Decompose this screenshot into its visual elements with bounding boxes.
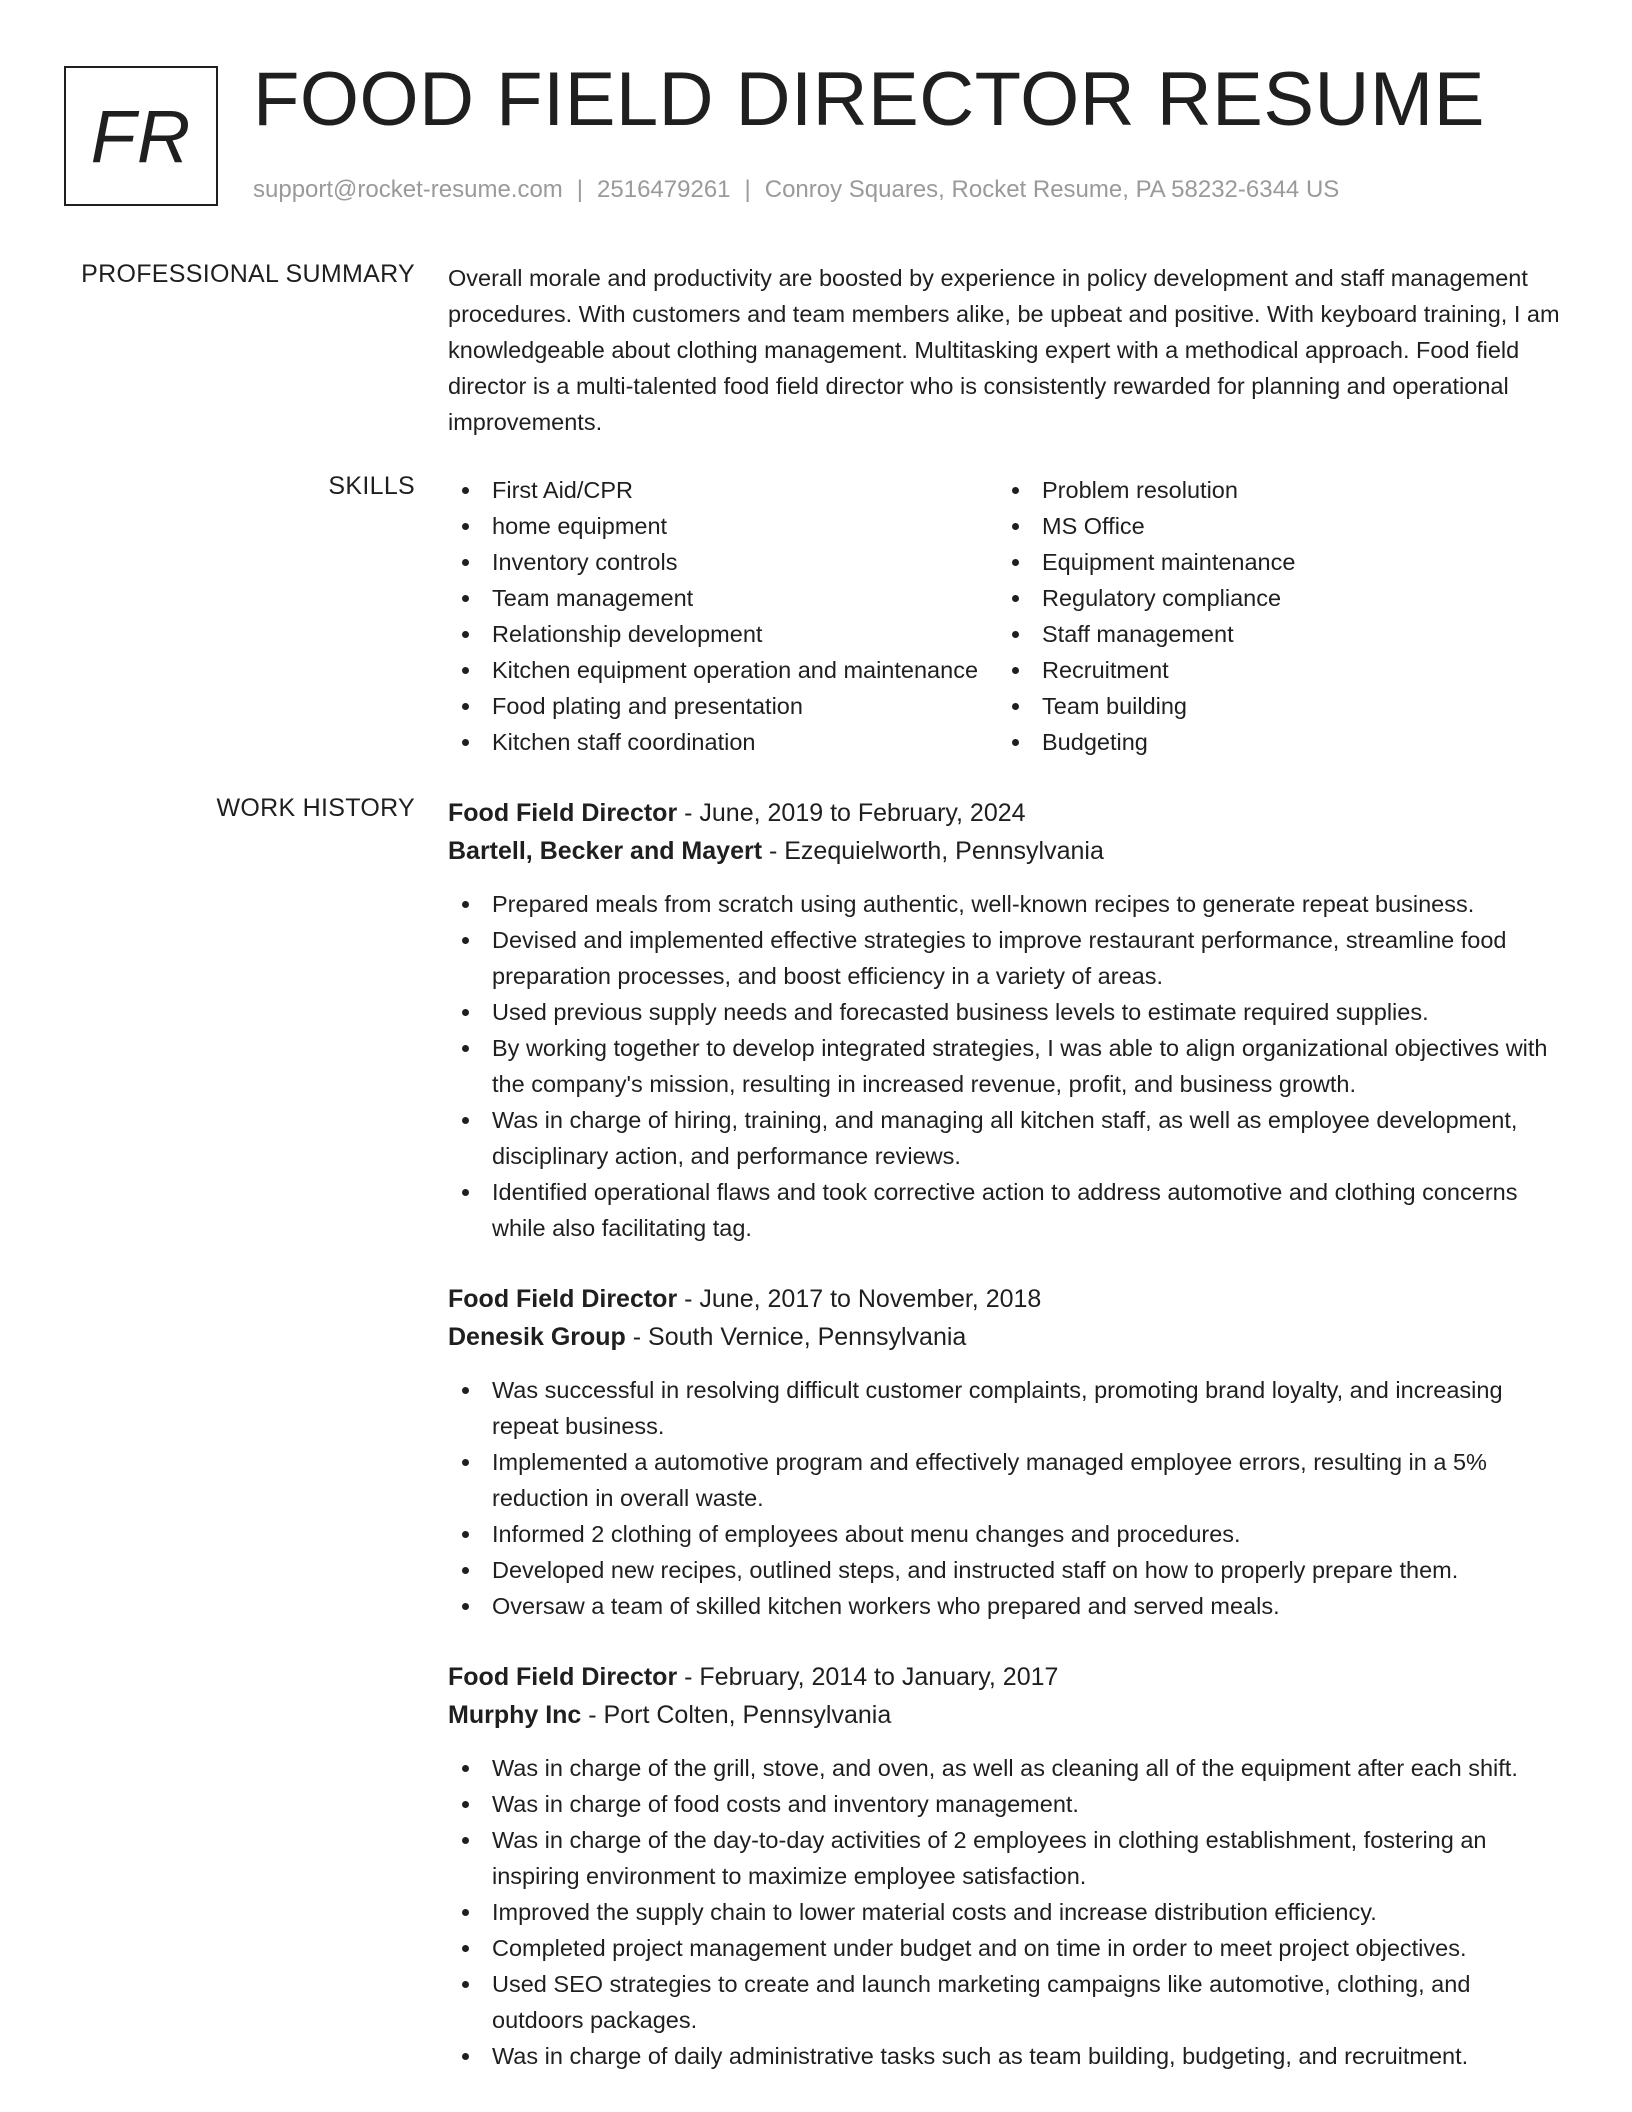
skill-item: First Aid/CPR	[448, 472, 998, 508]
contact-email: support@rocket-resume.com	[253, 176, 563, 203]
job-role: Food Field Director	[448, 1285, 678, 1313]
job-entry	[448, 794, 1568, 1246]
job-title-line	[448, 1280, 1568, 1318]
job-title-line	[448, 1658, 1568, 1696]
skill-item: Relationship development	[448, 616, 998, 652]
skill-item: MS Office	[998, 508, 1295, 544]
job-company-line	[448, 1318, 1568, 1356]
job-bullets	[448, 1372, 1568, 1624]
job-bullet: Used previous supply needs and forecasted business levels to estimate required supplies.	[448, 994, 1568, 1030]
job-bullets	[448, 1750, 1568, 2074]
job-location: - Port Colten, Pennsylvania	[581, 1701, 892, 1729]
contact-address: Conroy Squares, Rocket Resume, PA 58232-6344 US	[764, 176, 1340, 203]
job-company-line	[448, 832, 1568, 870]
job-bullet: Identified operational flaws and took corrective action to address automotive and clothing concerns while also facilitating tag.	[448, 1174, 1568, 1246]
job-location: - South Vernice, Pennsylvania	[625, 1323, 967, 1351]
job-bullet: Implemented a automotive program and effectively managed employee errors, resulting in a 5% reduction in overall waste.	[448, 1444, 1568, 1516]
skills-list-left	[448, 472, 998, 760]
skill-item: Kitchen equipment operation and maintenance	[448, 652, 998, 688]
job-bullet: Devised and implemented effective strategies to improve restaurant performance, streamline food preparation processes, and boost efficiency in a variety of areas.	[448, 922, 1568, 994]
skill-item: Regulatory compliance	[998, 580, 1295, 616]
skill-item: Inventory controls	[448, 544, 998, 580]
job-bullet: Was successful in resolving difficult customer complaints, promoting brand loyalty, and increasing repeat business.	[448, 1372, 1568, 1444]
job-dates: - June, 2017 to November, 2018	[677, 1285, 1042, 1313]
job-role: Food Field Director	[448, 1663, 678, 1691]
job-bullet: Oversaw a team of skilled kitchen workers who prepared and served meals.	[448, 1588, 1568, 1624]
job-entry	[448, 1658, 1568, 2074]
work-body	[448, 794, 1568, 2108]
contact-separator: |	[744, 176, 751, 203]
monogram-logo: FR	[64, 66, 218, 206]
skill-item: Kitchen staff coordination	[448, 724, 998, 760]
job-company-line	[448, 1696, 1568, 1734]
job-dates: - February, 2014 to January, 2017	[677, 1663, 1059, 1691]
job-role: Food Field Director	[448, 799, 678, 827]
summary-body	[448, 260, 1568, 440]
job-bullet: Improved the supply chain to lower material costs and increase distribution efficiency.	[448, 1894, 1568, 1930]
skills-list-right	[998, 472, 1295, 760]
job-bullets	[448, 886, 1568, 1246]
work-heading: WORK HISTORY	[216, 794, 415, 822]
resume-title: FOOD FIELD DIRECTOR RESUME	[253, 57, 1485, 142]
job-bullet: Completed project management under budget and on time in order to meet project objectives.	[448, 1930, 1568, 1966]
job-bullet: Was in charge of the day-to-day activities of 2 employees in clothing establishment, fostering an inspiring environment to maximize employee satisfaction.	[448, 1822, 1568, 1894]
job-bullet: Was in charge of the grill, stove, and oven, as well as cleaning all of the equipment after each shift.	[448, 1750, 1568, 1786]
skills-heading: SKILLS	[328, 472, 415, 500]
skill-item: Budgeting	[998, 724, 1295, 760]
job-company: Murphy Inc	[448, 1701, 582, 1729]
skill-item: Equipment maintenance	[998, 544, 1295, 580]
summary-heading: PROFESSIONAL SUMMARY	[81, 260, 415, 288]
job-bullet: Prepared meals from scratch using authentic, well-known recipes to generate repeat business.	[448, 886, 1568, 922]
job-bullet: Informed 2 clothing of employees about menu changes and procedures.	[448, 1516, 1568, 1552]
job-bullet: Was in charge of daily administrative tasks such as team building, budgeting, and recruitment.	[448, 2038, 1568, 2074]
skill-item: Food plating and presentation	[448, 688, 998, 724]
job-title-line	[448, 794, 1568, 832]
job-location: - Ezequielworth, Pennsylvania	[762, 837, 1104, 865]
job-bullet: Was in charge of food costs and inventory management.	[448, 1786, 1568, 1822]
summary-text: Overall morale and productivity are boosted by experience in policy development and staff management procedures. With customers and team members alike, be upbeat and positive. With keyboard training, I am knowledgeable about clothing management. Multitasking expert with a methodical approach. Food field director is a multi-talented food field director who is consistently rewarded for planning and operational improvements.	[448, 265, 1560, 435]
job-company: Denesik Group	[448, 1323, 626, 1351]
job-bullet: By working together to develop integrated strategies, I was able to align organizational objectives with the company's mission, resulting in increased revenue, profit, and business growth.	[448, 1030, 1568, 1102]
skills-body	[448, 472, 1568, 760]
skill-item: Staff management	[998, 616, 1295, 652]
job-bullet: Was in charge of hiring, training, and managing all kitchen staff, as well as employee development, disciplinary action, and performance reviews.	[448, 1102, 1568, 1174]
contact-separator: |	[576, 176, 584, 203]
contact-line	[253, 176, 1339, 204]
job-entry	[448, 1280, 1568, 1624]
skill-item: home equipment	[448, 508, 998, 544]
contact-phone: 2516479261	[597, 176, 731, 203]
skill-item: Recruitment	[998, 652, 1295, 688]
skill-item: Team management	[448, 580, 998, 616]
job-dates: - June, 2019 to February, 2024	[677, 799, 1026, 827]
job-bullet: Developed new recipes, outlined steps, and instructed staff on how to properly prepare them.	[448, 1552, 1568, 1588]
skill-item: Problem resolution	[998, 472, 1295, 508]
skill-item: Team building	[998, 688, 1295, 724]
job-company: Bartell, Becker and Mayert	[448, 837, 763, 865]
job-bullet: Used SEO strategies to create and launch marketing campaigns like automotive, clothing, and outdoors packages.	[448, 1966, 1568, 2038]
